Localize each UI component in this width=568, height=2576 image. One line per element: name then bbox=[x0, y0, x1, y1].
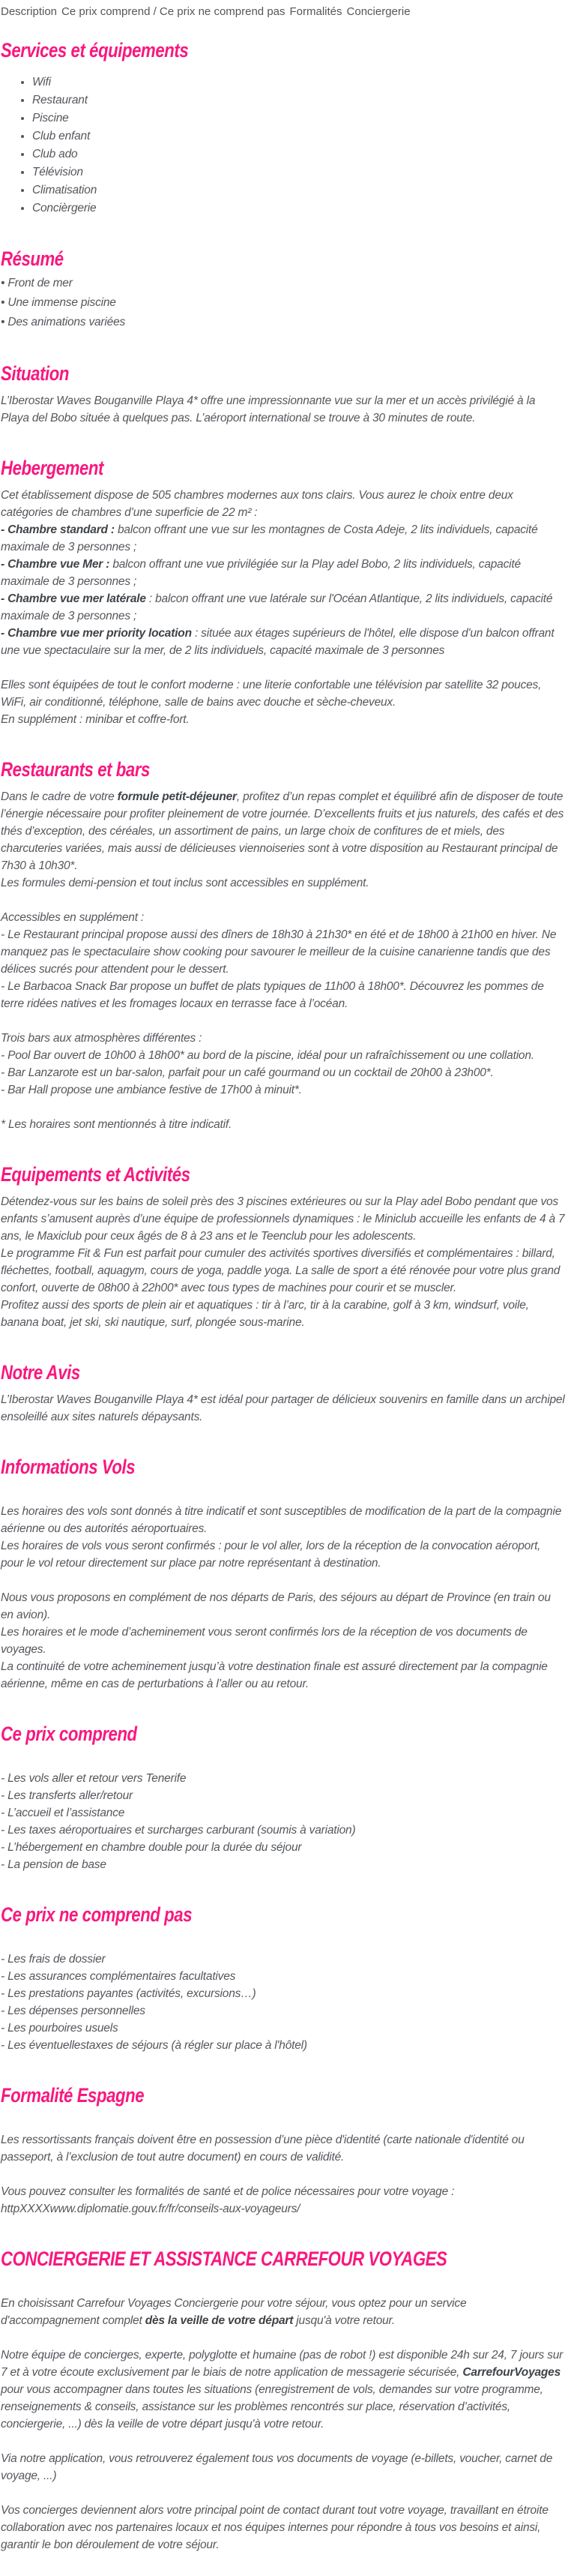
paragraph bbox=[1, 274, 566, 293]
spacer bbox=[1, 659, 566, 676]
text-run: • Des animations variées bbox=[1, 316, 126, 328]
text-run: - Les transferts aller/retour bbox=[1, 1789, 133, 1802]
text-run: Cet établissement dispose de 505 chambres modernes aux tons clairs. Vous aurez le choix entre deux catégories de chambres d’une superficie de 22 m² : bbox=[1, 489, 513, 519]
spacer bbox=[1, 2329, 566, 2347]
paragraph bbox=[1, 1193, 566, 1245]
section-title: Services et équipements bbox=[1, 39, 189, 61]
paragraph bbox=[1, 1951, 566, 1968]
text-run: - Les assurances complémentaires facultatives bbox=[1, 1970, 236, 1983]
text-run: Le programme Fit & Fun est parfait pour cumuler des activités sportives diversifiés et complémentaires : billard, fléchettes, football, aquagym, cours de yoga, paddle yoga. La salle de sport a été rénovée pour votre plus grand confort, ouverte de 08h00 à 22h00* avec tous types de machines pour courir et se muscler. bbox=[1, 1247, 561, 1294]
paragraph bbox=[1, 1985, 566, 2002]
paragraph bbox=[1, 1856, 566, 1873]
paragraph bbox=[1, 1116, 566, 1133]
paragraph bbox=[1, 926, 566, 978]
paragraph bbox=[1, 1968, 566, 1985]
text-run: Accessibles en supplément : bbox=[1, 911, 145, 924]
paragraph bbox=[1, 1537, 566, 1572]
section-title: Résumé bbox=[1, 247, 64, 270]
tab-conciergerie[interactable]: Conciergerie bbox=[346, 5, 411, 18]
section-necomprend bbox=[1, 1903, 566, 2054]
text-run: - Les taxes aéroportuaires et surcharges carburant (soumis à variation) bbox=[1, 1824, 356, 1837]
paragraph bbox=[1, 1297, 566, 1331]
section-heading bbox=[1, 2248, 566, 2270]
text-run: : située aux étages supérieurs de l'hôtel, elle dispose d'un balcon offrant une vue spectaculaire sur la mer, de 2 lits individuels, capacité maximale de 3 personnes bbox=[1, 627, 555, 657]
text-run: Détendez-vous sur les bains de soleil près des 3 piscines extérieures ou sur la Play adel Bobo pendant que vos enfants s’amusent auprès d’une équipe de professionnels dynamiques : le Miniclub accueille les enfants de 4 à 7 ans, le Maxiclub pour ceux âgés de 8 à 23 ans et le Teenclub pour les adolescents. bbox=[1, 1195, 565, 1243]
paragraph bbox=[1, 2183, 566, 2200]
text-run: Les horaires des vols sont donnés à titre indicatif et sont susceptibles de modification de la part de la compagnie aérienne ou des autorités aéroportuaires. bbox=[1, 1505, 562, 1535]
section-vols bbox=[1, 1456, 566, 1693]
paragraph bbox=[1, 1822, 566, 1839]
spacer bbox=[1, 2433, 566, 2450]
text-run: En supplément : minibar et coffre-fort. bbox=[1, 713, 190, 726]
text-run: , profitez d’un repas complet et équilibré afin de disposer de toute l’énergie nécessaire pour profiter pleinement de votre journée. D’excellents fruits et jus naturels, des cafés et des thés d’exception, des céréales, un assortiment de pains, un large choix de confitures de et miels, des charcuteries variées, mais aussi de délicieuses viennoiseries sont à votre disposition au Restaurant principal de 7h30 à 10h30*. bbox=[1, 790, 564, 872]
section-title: Equipements et Activités bbox=[1, 1163, 190, 1186]
bold-text-run: - Chambre vue mer latérale bbox=[1, 592, 146, 605]
list-item-label: Climatisation bbox=[32, 184, 97, 196]
text-run: Elles sont équipées de tout le confort moderne : une literie confortable une télévision par satellite 32 pouces, WiFi, air conditionné, téléphone, salle de bains avec douche et sèche-cheveux. bbox=[1, 679, 542, 709]
bold-text-run: - Chambre vue Mer : bbox=[1, 558, 110, 571]
paragraph bbox=[1, 1658, 566, 1693]
paragraph bbox=[1, 1064, 566, 1081]
list-item-label: Wifi bbox=[32, 76, 51, 88]
section-title: Restaurants et bars bbox=[1, 758, 150, 781]
paragraph bbox=[1, 2002, 566, 2020]
text-run: Trois bars aux atmosphères différentes : bbox=[1, 1032, 202, 1045]
section-title: Ce prix comprend bbox=[1, 1723, 137, 1745]
spacer bbox=[1, 1933, 566, 1951]
section-comprend bbox=[1, 1723, 566, 1873]
bold-text-run: dès la veille de votre départ bbox=[145, 2314, 294, 2327]
list-item bbox=[32, 91, 566, 109]
text-run: balcon offrant une vue sur les montagnes de Costa Adeje, 2 lits individuels, capacité maximale de 3 personnes ; bbox=[1, 523, 538, 553]
section-title: Informations Vols bbox=[1, 1456, 136, 1478]
paragraph bbox=[1, 1030, 566, 1047]
bold-text-run: - Chambre standard : bbox=[1, 523, 115, 536]
section-heading bbox=[1, 1723, 566, 1745]
tab-bar bbox=[0, 0, 568, 19]
list-item bbox=[32, 181, 566, 199]
description-content bbox=[0, 39, 568, 2576]
section-title: Situation bbox=[1, 362, 70, 385]
text-run: L’Iberostar Waves Bouganville Playa 4* est idéal pour partager de délicieux souvenirs en famille dans un archipel ensoleillé aux sites naturels dépaysants. bbox=[1, 1393, 565, 1423]
text-run: jusqu'à votre retour. bbox=[293, 2314, 396, 2327]
text-run: - Les vols aller et retour vers Tenerife bbox=[1, 1772, 187, 1785]
text-run: - Les frais de dossier bbox=[1, 1953, 106, 1966]
paragraph bbox=[1, 521, 566, 556]
bold-text-run: - Chambre vue mer priority location bbox=[1, 627, 192, 640]
bold-text-run: CarrefourVoyages bbox=[462, 2366, 561, 2379]
section-title: Formalité Espagne bbox=[1, 2084, 145, 2107]
paragraph bbox=[1, 2347, 566, 2433]
paragraph bbox=[1, 625, 566, 659]
paragraph bbox=[1, 788, 566, 874]
paragraph bbox=[1, 2131, 566, 2166]
list-item-label: Club ado bbox=[32, 148, 78, 160]
text-run: Vos concierges deviennent alors votre principal point de contact durant tout votre voyage, travaillant en étroite collaboration avec nos partenaires locaux et nos équipes internes pour répondre à tous vos besoins et ainsi, garantir le bon déroulement de votre séjour. bbox=[1, 2504, 549, 2551]
spacer bbox=[1, 1486, 566, 1503]
paragraph bbox=[1, 487, 566, 521]
spacer bbox=[1, 2485, 566, 2502]
paragraph bbox=[1, 293, 566, 313]
paragraph bbox=[1, 1624, 566, 1658]
paragraph bbox=[1, 2502, 566, 2554]
section-heading bbox=[1, 362, 566, 385]
section-heading bbox=[1, 1903, 566, 1926]
list-item-label: Télévision bbox=[32, 166, 83, 178]
text-run: - Le Restaurant principal propose aussi des dîners de 18h30 à 21h30* en été et de 18h00 à 21h00 en hiver. Ne manquez pas le spectaculaire show cooking pour savourer le meilleur de la cuisine canarienne tandis que des délices sucrés pour attendent pour le dessert. bbox=[1, 928, 557, 976]
text-run: Les horaires et le mode d’acheminement vous seront confirmés lors de la réception de vos documents de voyages. bbox=[1, 1626, 528, 1656]
text-run: Les horaires de vols vous seront confirmés : pour le vol aller, lors de la réception de la convocation aéroport, pour le vol retour directement sur place par notre représentant à destination. bbox=[1, 1540, 541, 1570]
paragraph bbox=[1, 1245, 566, 1297]
spacer bbox=[1, 1099, 566, 1116]
text-run: - Bar Hall propose une ambiance festive de 17h00 à minuit*. bbox=[1, 1084, 302, 1096]
paragraph bbox=[1, 1770, 566, 1787]
section-title: CONCIERGERIE ET ASSISTANCE CARREFOUR VOYAGES bbox=[1, 2248, 447, 2270]
section-conciergerie bbox=[1, 2248, 566, 2554]
section-equipements bbox=[1, 1163, 566, 1331]
paragraph bbox=[1, 1047, 566, 1064]
text-run: Via notre application, vous retrouverez également tous vos documents de voyage (e-billets, voucher, carnet de voyage, ...) bbox=[1, 2452, 553, 2482]
paragraph bbox=[1, 676, 566, 711]
section-resume bbox=[1, 247, 566, 332]
spacer bbox=[1, 1753, 566, 1770]
list-item bbox=[32, 73, 566, 91]
spacer bbox=[1, 2278, 566, 2295]
paragraph bbox=[1, 1503, 566, 1537]
section-formalite bbox=[1, 2084, 566, 2218]
spacer bbox=[1, 1012, 566, 1030]
list-item bbox=[32, 127, 566, 145]
text-run: balcon offrant une vue privilégiée sur la Play adel Bobo, 2 lits individuels, capacité maximale de 3 personnes ; bbox=[1, 558, 521, 588]
section-services bbox=[1, 39, 566, 217]
paragraph bbox=[1, 392, 566, 427]
paragraph bbox=[1, 1804, 566, 1822]
paragraph bbox=[1, 978, 566, 1012]
paragraph bbox=[1, 874, 566, 892]
list-item-label: Restaurant bbox=[32, 94, 88, 106]
section-situation bbox=[1, 362, 566, 427]
text-run: - Les dépenses personnelles bbox=[1, 2005, 145, 2017]
paragraph bbox=[1, 1081, 566, 1099]
text-run: Profitez aussi des sports de plein air et aquatiques : tir à l’arc, tir à la carabine, golf à 3 km, windsurf, voile, banana boat, jet ski, ski nautique, surf, plongée sous-marine. bbox=[1, 1299, 529, 1329]
list-item-label: Concièrgerie bbox=[32, 202, 97, 214]
tab-formalites[interactable]: Formalités bbox=[289, 5, 342, 18]
paragraph bbox=[1, 590, 566, 625]
text-run: L’Iberostar Waves Bouganville Playa 4* offre une impressionnante vue sur la mer et un accès privilégié à la Playa del Bobo située à quelques pas. L’aéroport international se trouve à 30 minutes de route. bbox=[1, 394, 536, 424]
spacer bbox=[1, 2114, 566, 2131]
text-run: - La pension de base bbox=[1, 1858, 106, 1871]
section-heading bbox=[1, 758, 566, 781]
list-item bbox=[32, 145, 566, 163]
text-run: - Les prestations payantes (activités, excursions…) bbox=[1, 1987, 256, 2000]
text-run: • Front de mer bbox=[1, 277, 73, 289]
paragraph bbox=[1, 711, 566, 728]
list-item bbox=[32, 199, 566, 217]
section-hebergement bbox=[1, 457, 566, 728]
text-run: En choisissant Carrefour Voyages Conciergerie pour votre séjour, vous optez pour un service d'accompagnement complet bbox=[1, 2297, 467, 2327]
text-run: • Une immense piscine bbox=[1, 296, 116, 309]
section-title: Hebergement bbox=[1, 457, 103, 479]
paragraph bbox=[1, 2020, 566, 2037]
text-run: - Les éventuellestaxes de séjours (à régler sur place à l'hôtel) bbox=[1, 2039, 307, 2052]
text-run: - Pool Bar ouvert de 10h00 à 18h00* au bord de la piscine, idéal pour un rafraîchissement ou une collation. bbox=[1, 1049, 534, 1062]
spacer bbox=[1, 892, 566, 909]
section-heading bbox=[1, 457, 566, 479]
paragraph bbox=[1, 1391, 566, 1426]
section-heading bbox=[1, 2084, 566, 2107]
paragraph bbox=[1, 2037, 566, 2054]
spacer bbox=[1, 1572, 566, 1589]
section-heading bbox=[1, 39, 566, 61]
text-run: - L’hébergement en chambre double pour la durée du séjour bbox=[1, 1841, 302, 1854]
paragraph bbox=[1, 2200, 566, 2218]
paragraph bbox=[1, 1787, 566, 1804]
text-run: Notre équipe de concierges, experte, polyglotte et humaine (pas de robot !) est disponible 24h sur 24, 7 jours sur 7 et à votre écoute exclusivement par le biais de notre application de messagerie sécurisée, bbox=[1, 2349, 564, 2379]
section-heading bbox=[1, 1163, 566, 1186]
text-run: - Bar Lanzarote est un bar-salon, parfait pour un café gourmand ou un cocktail de 20h00 à 23h00*. bbox=[1, 1066, 494, 1079]
text-run: Les formules demi-pension et tout inclus sont accessibles en supplément. bbox=[1, 877, 369, 889]
text-run: Vous pouvez consulter les formalités de santé et de police nécessaires pour votre voyage : bbox=[1, 2185, 455, 2198]
text-run: Nous vous proposons en complément de nos départs de Paris, des séjours au départ de Province (en train ou en avion). bbox=[1, 1591, 551, 1621]
text-run: - L’accueil et l’assistance bbox=[1, 1807, 125, 1819]
text-run: : balcon offrant une vue latérale sur l'Océan Atlantique, 2 lits individuels, capacité maximale de 3 personnes ; bbox=[1, 592, 553, 622]
section-heading bbox=[1, 1456, 566, 1478]
section-restaurants bbox=[1, 758, 566, 1133]
paragraph bbox=[1, 1839, 566, 1856]
text-run: Les ressortissants français doivent être en possession d’une pièce d'identité (carte nationale d'identité ou passeport, à l’exclusion de tout autre document) en cours de validité. bbox=[1, 2134, 525, 2164]
section-title: Ce prix ne comprend pas bbox=[1, 1903, 193, 1926]
text-run: - Les pourboires usuels bbox=[1, 2022, 118, 2035]
list-item-label: Piscine bbox=[32, 112, 69, 124]
amenities-list bbox=[1, 73, 566, 217]
tab-prix-comprend[interactable]: Ce prix comprend / Ce prix ne comprend pas bbox=[61, 5, 285, 18]
text-run: Dans le cadre de votre bbox=[1, 790, 118, 803]
list-item-label: Club enfant bbox=[32, 130, 91, 142]
spacer bbox=[1, 2166, 566, 2183]
paragraph bbox=[1, 909, 566, 926]
text-run: pour vous accompagner dans toutes les situations (enregistrement de vols, demandes sur votre programme, renseignements & conseils, assistance sur les problèmes rencontrés sur place, réservation d’activités, conciergerie, ...) dès la veille de votre départ jusqu'à votre retour. bbox=[1, 2383, 543, 2431]
paragraph bbox=[1, 556, 566, 590]
paragraph bbox=[1, 1589, 566, 1624]
paragraph bbox=[1, 313, 566, 332]
section-heading bbox=[1, 1361, 566, 1384]
bold-text-run: formule petit-déjeuner bbox=[117, 790, 237, 803]
section-title: Notre Avis bbox=[1, 1361, 80, 1384]
text-run: - Le Barbacoa Snack Bar propose un buffet de plats typiques de 11h00 à 18h00*. Découvrez les pommes de terre ridées natives et les fromages locaux en terrasse face à l’océan. bbox=[1, 980, 544, 1010]
text-run: * Les horaires sont mentionnés à titre indicatif. bbox=[1, 1118, 232, 1131]
tab-description[interactable]: Description bbox=[1, 5, 58, 18]
paragraph bbox=[1, 2450, 566, 2485]
list-item bbox=[32, 163, 566, 181]
list-item bbox=[32, 109, 566, 127]
section-avis bbox=[1, 1361, 566, 1426]
text-run: httpXXXXwww.diplomatie.gouv.fr/fr/conseils-aux-voyageurs/ bbox=[1, 2203, 300, 2215]
section-heading bbox=[1, 247, 566, 270]
paragraph bbox=[1, 2295, 566, 2329]
text-run: La continuité de votre acheminement jusqu’à votre destination finale est assuré directement par la compagnie aérienne, même en cas de perturbations à l’aller ou au retour. bbox=[1, 1660, 548, 1690]
